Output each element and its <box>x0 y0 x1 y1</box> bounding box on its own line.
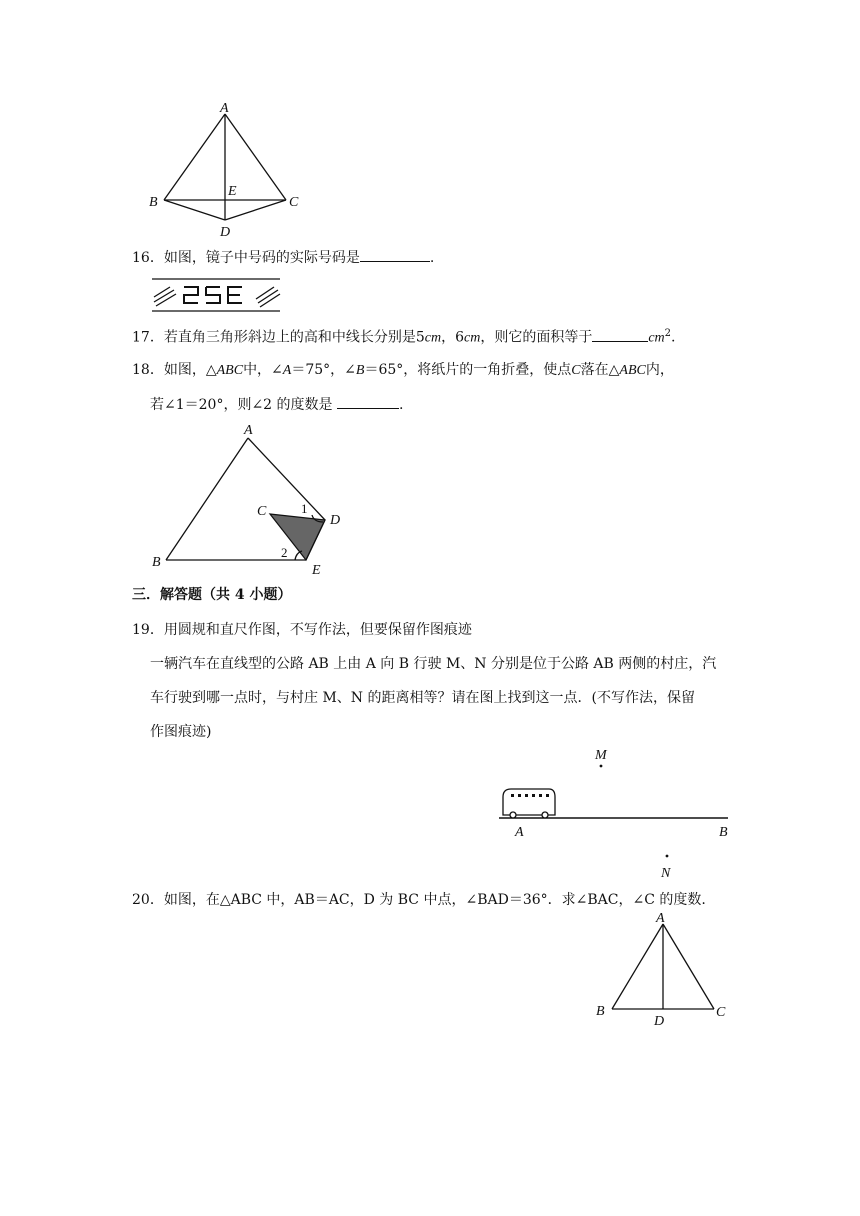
label-b: B <box>149 195 158 210</box>
label-b: B <box>152 555 161 570</box>
label-d: D <box>654 1014 665 1029</box>
question-17: 17．若直角三角形斜边上的高和中线长分别是5cm，6cm，则它的面积等于 $cm^2$. <box>132 328 676 346</box>
figure-q20 <box>590 910 735 1030</box>
label-c: C <box>289 195 299 210</box>
figure-q18 <box>140 420 360 580</box>
q16-number: 16． <box>132 250 164 266</box>
q18-answer-blank[interactable] <box>337 394 399 409</box>
label-a: A <box>220 101 229 116</box>
angle-2-label: 2 <box>281 545 288 560</box>
label-d: D <box>220 225 231 240</box>
figure-q15 <box>140 100 310 245</box>
question-18: 18．如图，△ABC中，∠A＝75°，∠B＝65°，将纸片的一角折叠，使点C落在△ABC内， <box>132 362 674 378</box>
label-b: B <box>719 825 728 840</box>
q19-paragraph-3: 作图痕迹) <box>150 724 212 740</box>
label-e: E <box>312 563 321 578</box>
label-a: A <box>515 825 524 840</box>
label-b: B <box>596 1004 605 1019</box>
label-a: A <box>656 911 665 926</box>
label-n: N <box>661 866 671 881</box>
bus-icon <box>503 789 555 818</box>
q17-answer-blank[interactable] <box>592 327 648 342</box>
label-c: C <box>257 504 267 519</box>
question-18-line2: 若∠1＝20°，则∠2 的度数是 . <box>150 394 403 415</box>
angle-1-label: 1 <box>301 501 308 516</box>
question-16: 16．如图，镜子中号码的实际号码是 . <box>132 247 434 268</box>
figure-q19 <box>495 745 740 885</box>
q19-paragraph-2: 车行驶到哪一点时，与村庄 M、N 的距离相等？请在图上找到这一点．(不写作法，保留 <box>150 690 695 706</box>
q16-answer-blank[interactable] <box>360 247 430 262</box>
mirror-number-image <box>148 277 286 315</box>
question-20: 20．如图，在△ABC 中，AB＝AC，D 为 BC 中点，∠BAD＝36°．求∠BAC，∠C 的度数. <box>132 892 706 908</box>
label-m: M <box>595 748 607 763</box>
question-19: 19．用圆规和直尺作图，不写作法，但要保留作图痕迹 <box>132 622 472 638</box>
section-3-heading: 三．解答题（共 4 小题） <box>132 587 292 603</box>
q16-text: 如图，镜子中号码的实际号码是 <box>163 250 360 266</box>
q19-paragraph-1: 一辆汽车在直线型的公路 AB 上由 A 向 B 行驶 M、N 分别是位于公路 AB 两侧的村庄，汽 <box>150 656 717 672</box>
label-e: E <box>228 184 237 199</box>
label-a: A <box>244 423 253 438</box>
label-c: C <box>716 1005 726 1020</box>
label-d: D <box>330 513 341 528</box>
